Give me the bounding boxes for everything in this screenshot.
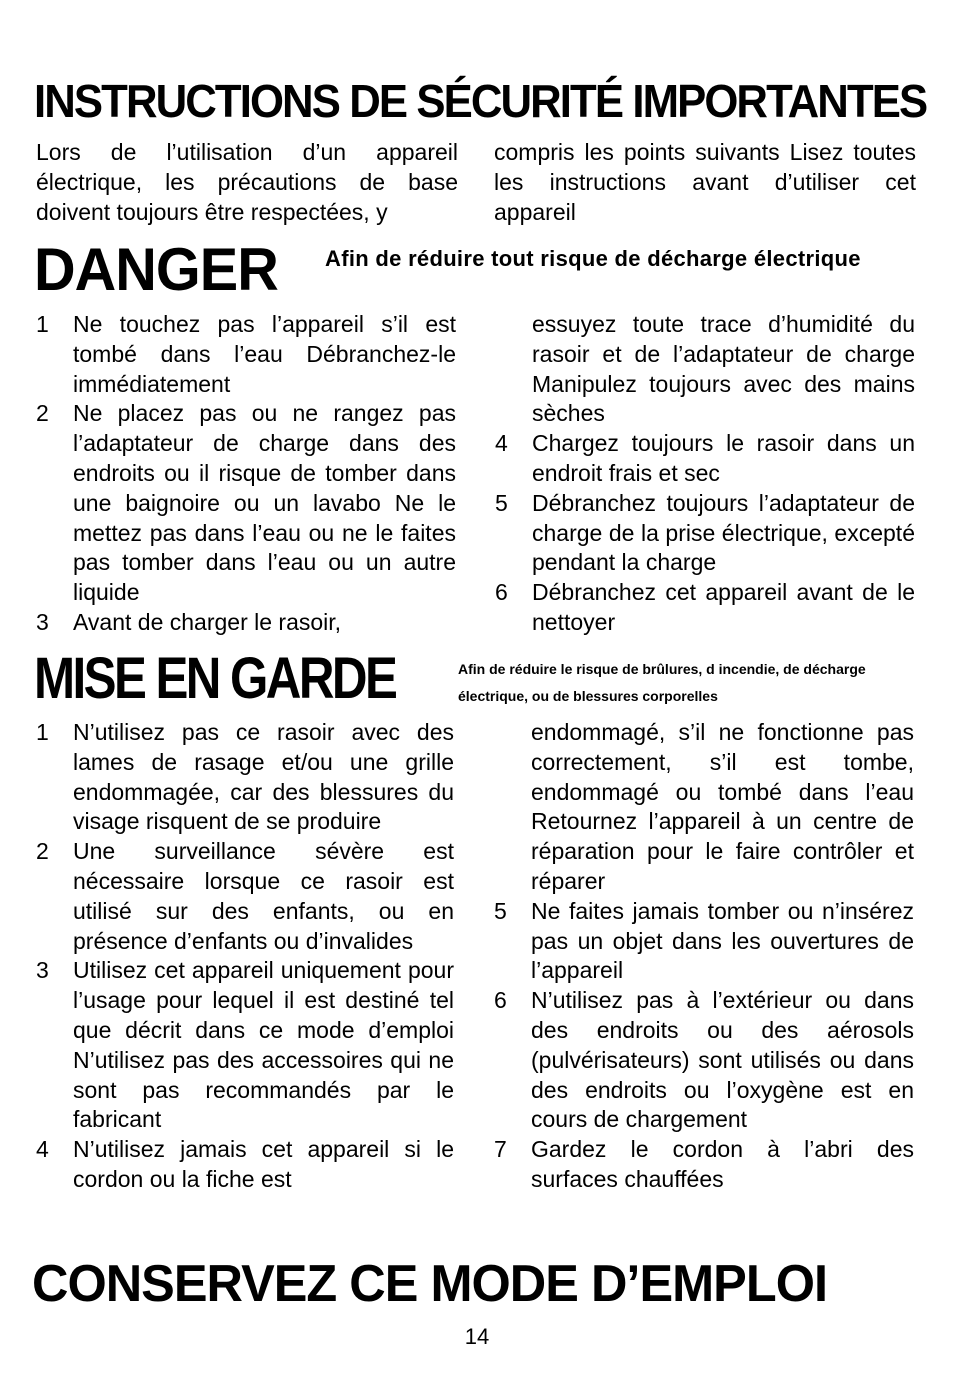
warning-column-right: [494, 718, 914, 1195]
danger-column-right: [495, 310, 915, 638]
list-item: [495, 489, 915, 578]
item-number: 4: [495, 430, 508, 457]
list-item: [36, 399, 456, 608]
list-item: [494, 1135, 914, 1195]
item-number: 6: [495, 579, 508, 606]
intro-text-right: compris les points suivants Lisez toutes les instructions avant d’utiliser cet appareil: [494, 139, 916, 225]
page-number: 14: [464, 1324, 490, 1349]
item-number: 4: [36, 1136, 49, 1163]
danger-column-left: [36, 310, 456, 638]
list-item: [494, 897, 914, 986]
item-continuation: endommagé, s’il ne fonctionne pas correctement, s’il est tombe, endommagé ou tombé dans l’eau Retournez l’appareil à un centre de réparation pour le faire contrôler et réparer: [531, 719, 914, 894]
intro-text-left: Lors de l’utilisation d’un appareil électrique, les précautions de base doivent toujours être respectées, y: [36, 139, 458, 225]
item-text: Débranchez toujours l’adaptateur de charge de la prise électrique, excepté pendant la charge: [532, 489, 915, 576]
footer-heading: CONSERVEZ CE MODE D’EMPLOI: [32, 1255, 828, 1313]
list-item: [495, 578, 915, 638]
item-text: Chargez toujours le rasoir dans un endroit frais et sec: [532, 430, 915, 486]
item-text: Gardez le cordon à l’abri des surfaces chauffées: [531, 1136, 914, 1192]
warning-heading: MISE EN GARDE: [34, 646, 396, 711]
item-number: 5: [494, 897, 507, 924]
item-text: Débranchez cet appareil avant de le nettoyer: [532, 579, 915, 635]
list-item: [36, 837, 454, 956]
item-continuation: essuyez toute trace d’humidité du rasoir et de l’adaptateur de charge Manipulez toujours avec des mains sèches: [532, 311, 915, 427]
item-text: Ne touchez pas l’appareil s’il est tombé dans l’eau Débranchez-le immédiatement: [73, 311, 456, 397]
list-item: [36, 608, 456, 638]
item-text: Ne placez pas ou ne rangez pas l’adaptateur de charge dans des endroits ou il risque de tomber dans une baignoire ou un lavabo Ne le mettez pas dans l’eau ou ne le faites pas tomber dans l’eau ou un autre liquide: [73, 400, 456, 606]
list-item: [36, 1135, 454, 1195]
item-number: 3: [36, 957, 49, 984]
danger-heading: DANGER: [34, 236, 278, 303]
warning-column-left: [36, 718, 454, 1195]
list-item: [36, 310, 456, 399]
item-text: N’utilisez pas à l’extérieur ou dans des endroits ou des aérosols (pulvérisateurs) sont utilisés ou dans des endroits ou l’oxygène est en cours de chargement: [531, 987, 914, 1133]
list-item: [36, 956, 454, 1135]
item-text: N’utilisez pas ce rasoir avec des lames de rasage et/ou une grille endommagée, car des blessures du visage risquent de se produire: [73, 719, 454, 835]
item-text: Ne faites jamais tomber ou n’insérez pas un objet dans les ouvertures de l’appareil: [531, 897, 914, 984]
item-text: Avant de charger le rasoir,: [73, 608, 342, 635]
item-number: 2: [36, 838, 49, 865]
list-item: [494, 986, 914, 1135]
item-text: Une surveillance sévère est nécessaire lorsque ce rasoir est utilisé sur des enfants, ou en présence d’enfants ou d’invalides: [73, 838, 454, 954]
item-number: 1: [36, 311, 49, 337]
item-number: 7: [494, 1136, 507, 1163]
item-number: 6: [494, 987, 507, 1014]
item-number: 5: [495, 489, 508, 516]
warning-subtitle: Afin de réduire le risque de brûlures, d incendie, de décharge électrique, ou de blessures corporelles: [458, 661, 866, 704]
item-number: 3: [36, 608, 49, 635]
list-item: [36, 718, 454, 837]
item-text: N’utilisez jamais cet appareil si le cordon ou la fiche est: [73, 1136, 454, 1192]
item-text: Utilisez cet appareil uniquement pour l’usage pour lequel il est destiné tel que décrit dans ce mode d’emploi N’utilisez pas des accessoires qui ne sont pas recommandés par le fabricant: [73, 957, 454, 1133]
page-title: INSTRUCTIONS DE SÉCURITÉ IMPORTANTES: [34, 75, 927, 127]
item-number: 1: [36, 719, 49, 745]
item-number: 2: [36, 400, 49, 427]
list-item: [495, 429, 915, 489]
danger-subtitle: Afin de réduire tout risque de décharge électrique: [325, 246, 861, 271]
